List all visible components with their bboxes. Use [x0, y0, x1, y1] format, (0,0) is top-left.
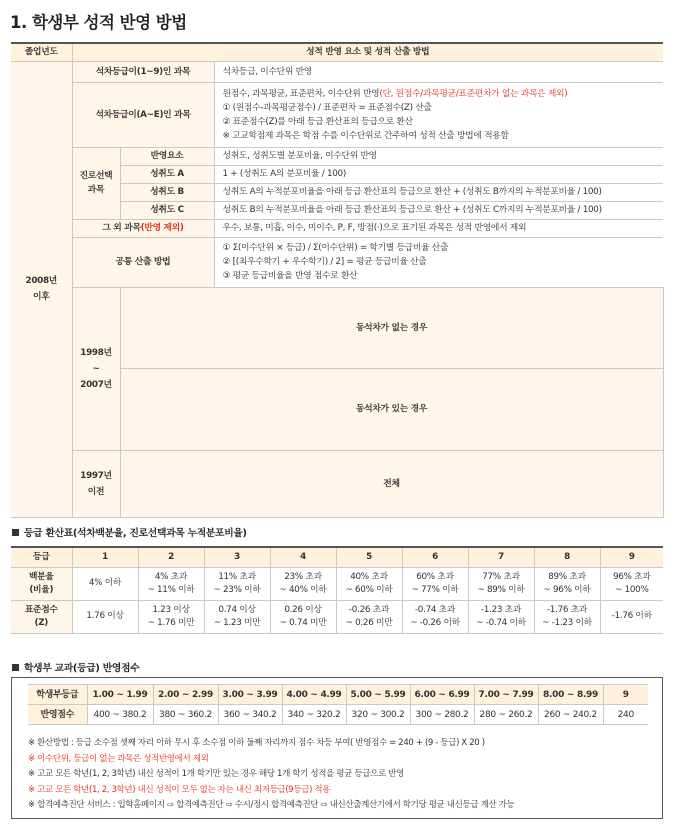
label-common-method: 공통 산출 방법	[72, 237, 214, 287]
grade-range-cell: 9	[603, 685, 648, 705]
text-achievement-b: 성취도 A의 누적분포비율을 아래 등급 환산표의 등급으로 환산 + (성취도 B까지의 누적분포비율 / 100)	[214, 183, 663, 201]
zscore-row-label: 표준점수 (Z)	[11, 600, 72, 633]
note-line: ※ 이수단위, 등급이 없는 과목은 성적반영에서 제외	[28, 753, 209, 764]
label-other-subjects	[72, 219, 214, 237]
label-achievement-c: 성취도 C	[120, 201, 214, 219]
score-value-cell: 240	[603, 705, 648, 725]
label-grade-1-9: 석차등급이(1~9)인 과목	[72, 61, 214, 82]
text-achievement-a: 1 + (성취도 A의 분포비율 / 100)	[214, 165, 663, 183]
grade-range-cell: 4.00 ~ 4.99	[282, 685, 346, 705]
grade-table-title: 등급 환산표(석차백분율, 진로선택과목 누적분포비율)	[24, 528, 247, 539]
percent-cell: 4% 초과 ~ 11% 이하	[138, 567, 204, 600]
zscore-cell: 0.26 이상 ~ 0.74 미만	[270, 600, 336, 633]
label-grade-a-e: 석차등급이(A~E)인 과목	[72, 82, 214, 147]
year-1997: 1997년 이전	[72, 450, 120, 517]
percent-cell: 11% 초과 ~ 23% 이하	[204, 567, 270, 600]
label-achievement-a: 성취도 A	[120, 165, 214, 183]
note-line: ※ 고교 모든 학년(1, 2, 3학년) 내신 성적이 모두 없는 자는 내신 최저등급(9등급) 적용	[28, 784, 331, 795]
grade-table-heading	[12, 525, 247, 539]
other-subjects-excluded: (반영 제외)	[140, 223, 184, 233]
grade-range-cell: 5.00 ~ 5.99	[346, 685, 410, 705]
percent-cell: 96% 초과 ~ 100%	[600, 567, 663, 600]
common-step-1: ① Σ(이수단위 × 등급) / Σ(이수단위) = 학기별 등급비율 산출	[222, 243, 449, 253]
label-no-tie: 동석차가 없는 경우	[120, 287, 663, 368]
percent-row-label: 백분율 (비율)	[11, 567, 72, 600]
grade-method-table	[11, 42, 663, 518]
zscore-cell: -1.23 초과 ~ -0.74 이하	[468, 600, 534, 633]
grade-header-3: 3	[204, 547, 270, 567]
header-method: 성적 반영 요소 및 성적 산출 방법	[72, 43, 663, 61]
grade-range-cell: 1.00 ~ 1.99	[87, 685, 153, 705]
score-value-cell: 320 ~ 300.2	[346, 705, 410, 725]
grade-header-7: 7	[468, 547, 534, 567]
grade-a-e-line3: ② 표준점수(Z)를 아래 등급 환산표의 등급으로 환산	[222, 116, 413, 127]
text-common-method	[214, 237, 663, 287]
label-career-subject: 진로선택 과목	[72, 147, 120, 219]
score-value-cell: 260 ~ 240.2	[538, 705, 603, 725]
text-achievement-c: 성취도 B의 누적분포비율을 아래 등급 환산표의 등급으로 환산 + (성취도 C까지의 누적분포비율 / 100)	[214, 201, 663, 219]
year-1998-2007: 1998년 ~ 2007년	[72, 287, 120, 450]
square-bullet-icon	[12, 664, 19, 671]
text-grade-1-9: 석차등급, 이수단위 반영	[214, 61, 663, 82]
percent-cell: 40% 초과 ~ 60% 이하	[336, 567, 402, 600]
notes-list	[28, 736, 514, 814]
zscore-cell: 1.23 이상 ~ 1.76 미만	[138, 600, 204, 633]
score-row-label: 반영점수	[28, 705, 87, 725]
grade-header-4: 4	[270, 547, 336, 567]
year-2008: 2008년 이후	[11, 61, 72, 517]
note-line: ※ 고교 모든 학년(1, 2, 3학년) 내신 성적이 1개 학기만 있는 경우 해당 1개 학기 성적을 평균 등급으로 반영	[28, 769, 404, 779]
header-grad-year: 졸업년도	[11, 43, 72, 61]
zscore-cell: -1.76 이하	[600, 600, 663, 633]
grade-header-2: 2	[138, 547, 204, 567]
percent-cell: 77% 초과 ~ 89% 이하	[468, 567, 534, 600]
grade-range-cell: 7.00 ~ 7.99	[474, 685, 538, 705]
zscore-cell: -0.26 초과 ~ 0.26 미만	[336, 600, 402, 633]
zscore-cell: 1.76 이상	[72, 600, 138, 633]
grade-a-e-line2: ① (원점수-과목평균점수) / 표준편차 = 표준점수(Z) 산출	[222, 102, 432, 113]
square-bullet-icon	[12, 529, 19, 536]
grade-a-e-line4: ※ 고교학점제 과목은 학점 수를 이수단위로 간주하여 성적 산출 방법에 적용함	[222, 130, 509, 141]
grade-header-6: 6	[402, 547, 468, 567]
score-value-cell: 400 ~ 380.2	[87, 705, 153, 725]
note-line: ※ 합격예측진단 서비스 : 입학홈페이지 ⇨ 합격예측진단 ⇨ 수시/정시 합격예측진단 ⇨ 내신산출계산기에서 학기당 평균 내신등급 계산 가능	[28, 800, 515, 810]
text-reflect-elements: 성취도, 성취도별 분포비율, 이수단위 반영	[214, 147, 663, 165]
label-achievement-b: 성취도 B	[120, 183, 214, 201]
score-value-cell: 300 ~ 280.2	[410, 705, 474, 725]
zscore-cell: 0.74 이상 ~ 1.23 미만	[204, 600, 270, 633]
label-tie: 동석차가 있는 경우	[120, 368, 663, 450]
percent-cell: 60% 초과 ~ 77% 이하	[402, 567, 468, 600]
grade-a-e-exclusion: (단, 원점수/과목평균/표준편차가 없는 과목은 제외)	[379, 88, 568, 99]
score-value-cell: 340 ~ 320.2	[282, 705, 346, 725]
page-title: 1. 학생부 성적 반영 방법	[10, 13, 187, 32]
label-reflect-elements: 반영요소	[120, 147, 214, 165]
grade-conversion-table	[11, 546, 663, 634]
grade-range-cell: 3.00 ~ 3.99	[218, 685, 282, 705]
grade-a-e-line1: 원점수, 과목평균, 표준편차, 이수단위 반영	[222, 88, 380, 99]
percent-cell: 89% 초과 ~ 96% 이하	[534, 567, 600, 600]
score-value-cell: 360 ~ 340.2	[218, 705, 282, 725]
grade-header-5: 5	[336, 547, 402, 567]
note-line: ※ 환산방법 : 등급 소수점 셋째 자리 이하 무시 후 소수점 이하 둘째 자리까지 점수 차등 부여( 반영점수 = 240 + (9 - 등급) X 20 )	[28, 738, 485, 748]
score-value-cell: 280 ~ 260.2	[474, 705, 538, 725]
score-value-cell: 380 ~ 360.2	[153, 705, 218, 725]
other-subjects-label: 그 외 과목	[102, 223, 141, 233]
grade-header-1: 1	[72, 547, 138, 567]
text-grade-a-e	[214, 82, 663, 147]
text-other-subjects: 우수, 보통, 미흡, 이수, 미이수, P, F, 방점(·)으로 표기된 과목은 성적 반영에서 제외	[214, 219, 663, 237]
score-table-heading	[12, 660, 139, 674]
percent-cell: 4% 이하	[72, 567, 138, 600]
score-table	[28, 684, 648, 725]
score-box	[11, 677, 663, 819]
grade-range-cell: 6.00 ~ 6.99	[410, 685, 474, 705]
label-all: 전체	[120, 450, 663, 517]
grade-range-cell: 8.00 ~ 8.99	[538, 685, 603, 705]
grade-header-9: 9	[600, 547, 663, 567]
zscore-cell: -0.74 초과 ~ -0.26 이하	[402, 600, 468, 633]
common-step-2: ② [(최우수학기 + 우수학기) / 2] = 평균 등급비율 산출	[222, 257, 427, 267]
zscore-cell: -1.76 초과 ~ -1.23 이하	[534, 600, 600, 633]
common-step-3: ③ 평균 등급비율을 반영 점수로 환산	[222, 271, 358, 281]
grade-header-label: 등급	[11, 547, 72, 567]
grade-range-cell: 2.00 ~ 2.99	[153, 685, 218, 705]
grade-header-8: 8	[534, 547, 600, 567]
percent-cell: 23% 초과 ~ 40% 이하	[270, 567, 336, 600]
score-header-label: 학생부등급	[28, 685, 87, 705]
score-table-title: 학생부 교과(등급) 반영점수	[24, 663, 140, 674]
